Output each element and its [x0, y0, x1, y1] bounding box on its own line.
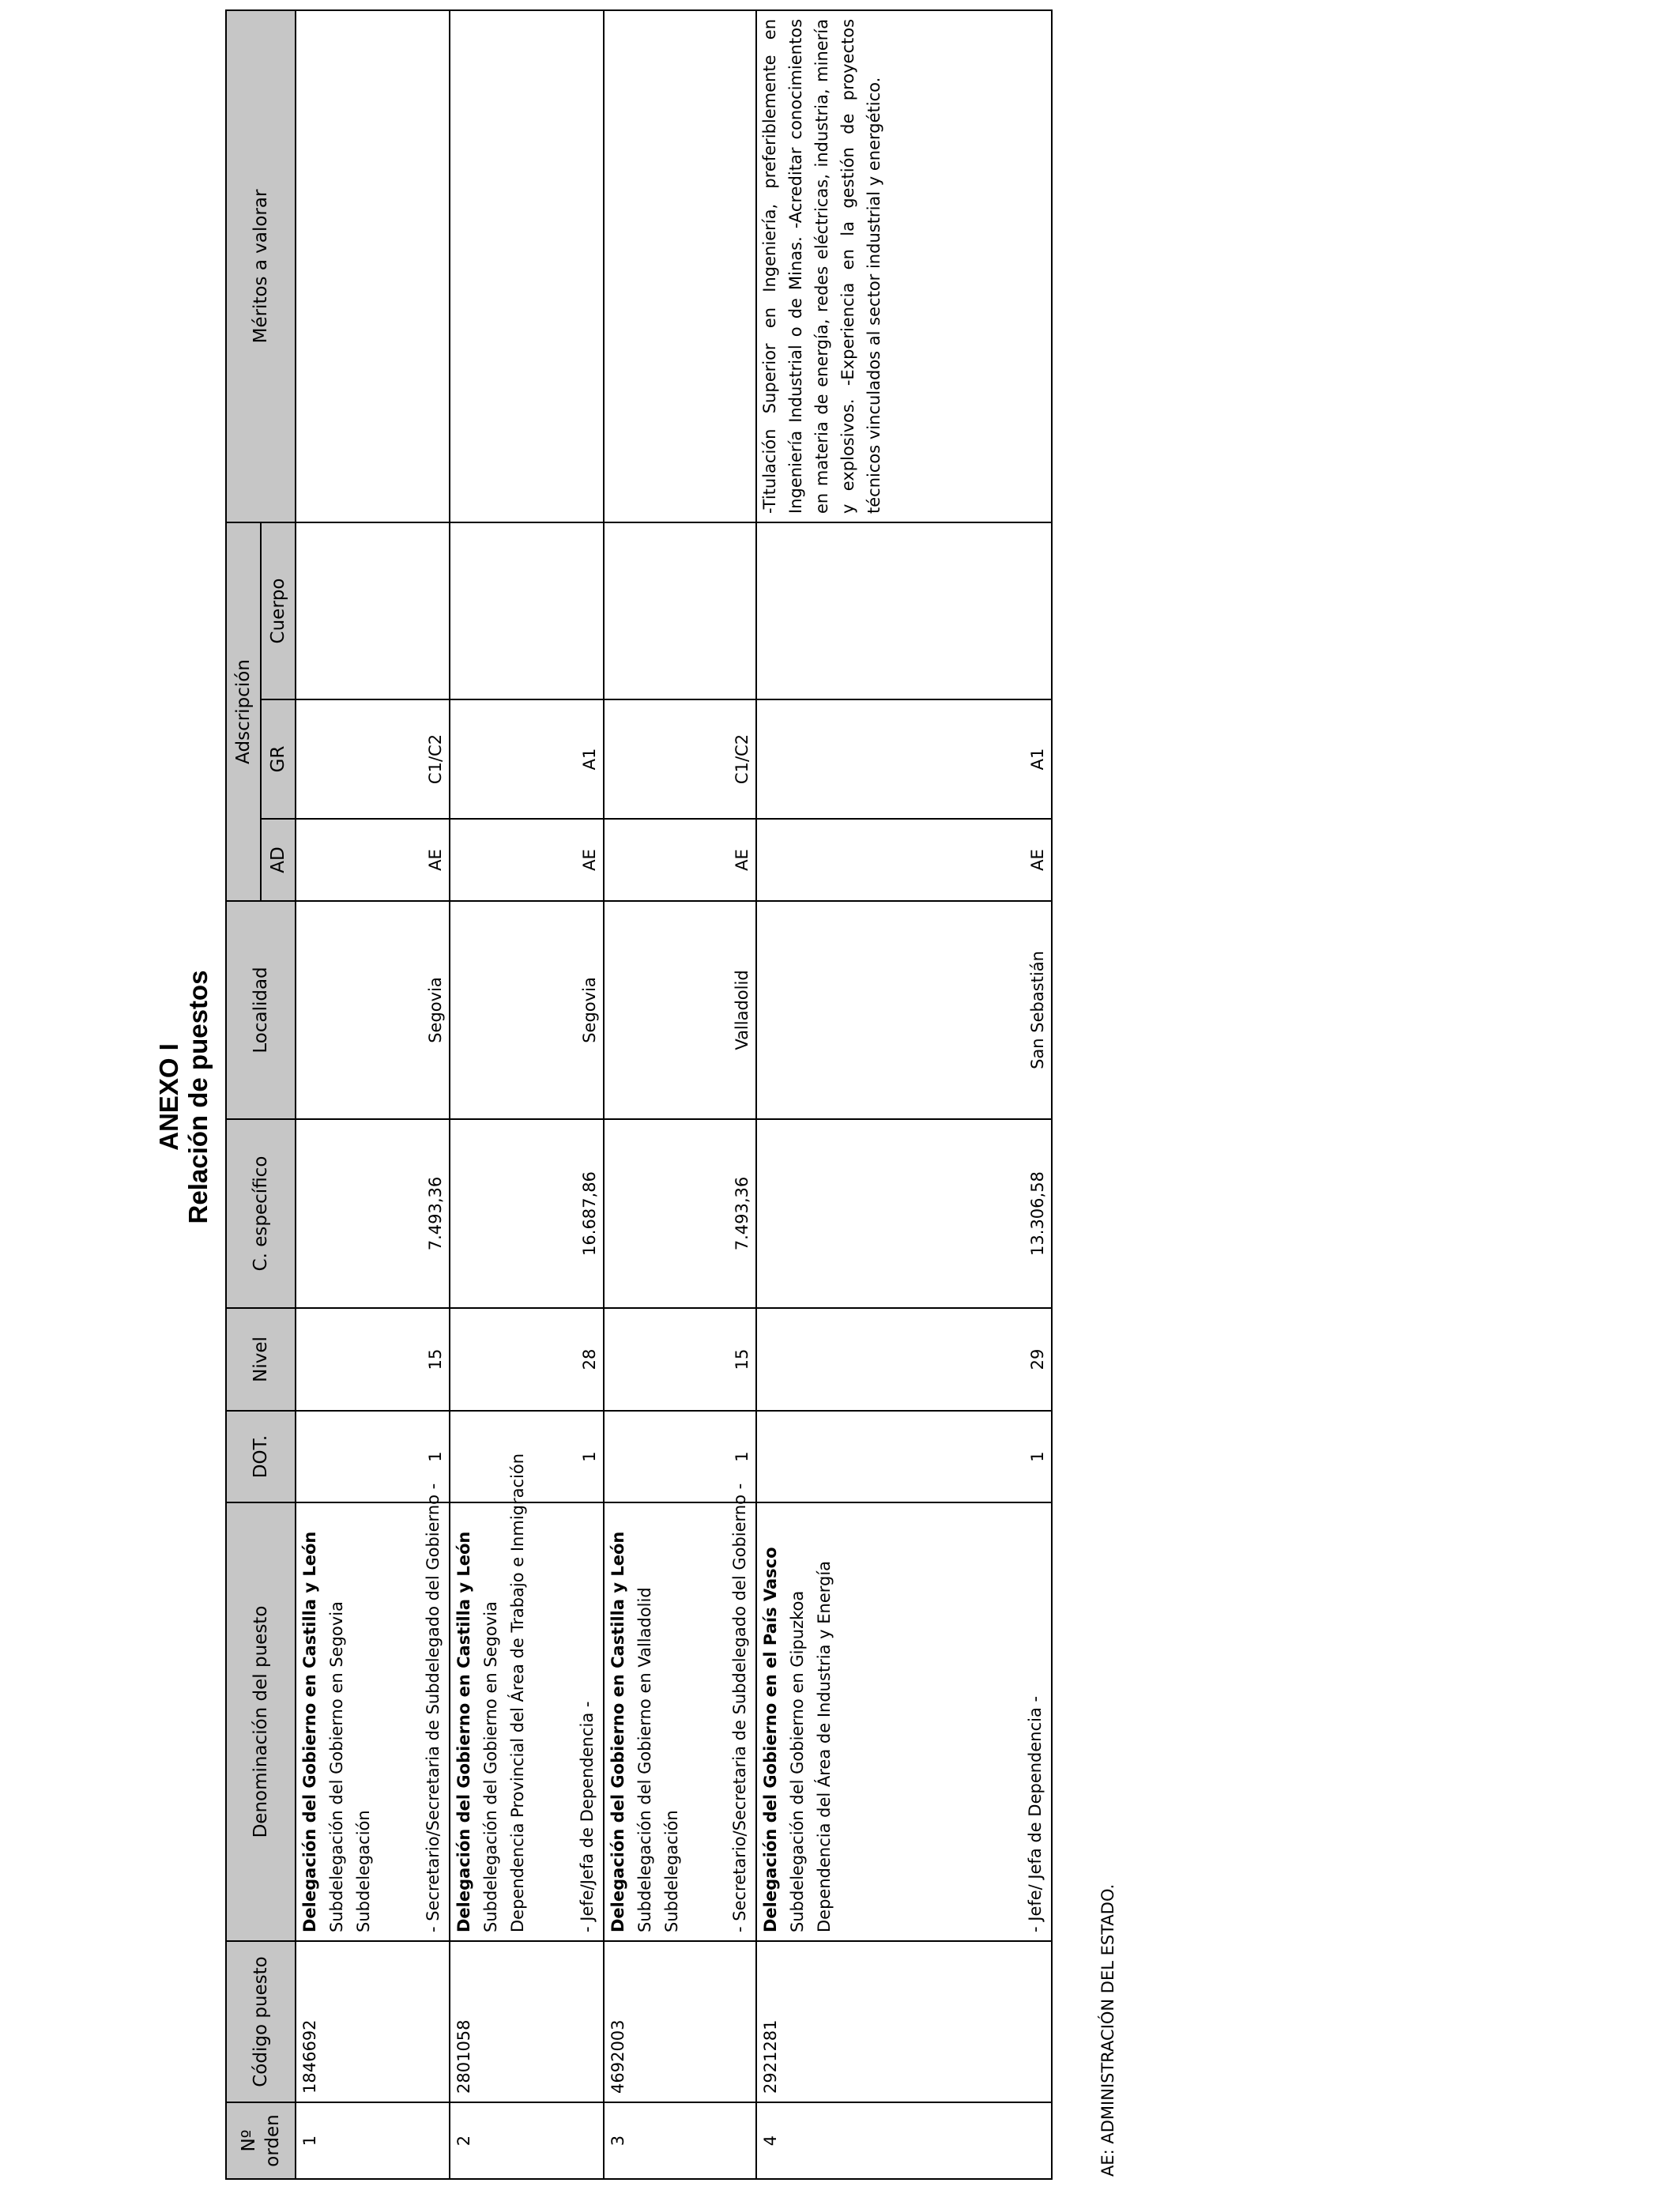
- cell-meritos: -Titulación Superior en Ingeniería, preferiblemente en Ingeniería Industrial o de Minas. -Acreditar conocimientos en materia de energía, redes eléctricas, industria, minería y explosivos. -Experiencia en la gestión de proyectos técnicos vinculados al sector industrial y energético.: [756, 10, 1052, 522]
- cell-ad: AE: [604, 819, 756, 901]
- cell-nivel: 28: [450, 1308, 604, 1411]
- subdelegacion-text: Subdelegación del Gobierno en Segovia: [481, 1601, 500, 1932]
- subdelegacion-text: Subdelegación del Gobierno en Gipuzkoa: [788, 1590, 807, 1932]
- header-localidad: Localidad: [226, 901, 296, 1119]
- cell-especifico: 7.493,36: [296, 1119, 450, 1308]
- table-row: [296, 10, 450, 2179]
- header-especifico: C. específico: [226, 1119, 296, 1308]
- cell-meritos: [604, 10, 756, 522]
- table-row: [604, 10, 756, 2179]
- subdelegacion-text: Subdelegación del Gobierno en Segovia: [327, 1601, 346, 1932]
- positions-table: [225, 9, 1053, 2180]
- puesto-text: - Secretario/Secretaria de Subdelegado del Gobierno -: [424, 1483, 443, 1932]
- cell-codigo: 4692003: [604, 1941, 756, 2102]
- delegacion-text: Delegación del Gobierno en Castilla y León: [454, 1531, 473, 1932]
- cell-orden: 2: [450, 2102, 604, 2179]
- cell-ad: AE: [296, 819, 450, 901]
- puesto-text: - Jefe/Jefa de Dependencia -: [578, 1701, 597, 1932]
- unidad-text: Dependencia del Área de Industria y Energía: [815, 1560, 834, 1932]
- cell-cuerpo: [604, 522, 756, 699]
- cell-dot: 1: [450, 1411, 604, 1502]
- table-row: [450, 10, 604, 2179]
- delegacion-text: Delegación del Gobierno en Castilla y León: [300, 1531, 319, 1932]
- cell-meritos: [296, 10, 450, 522]
- cell-gr: C1/C2: [296, 699, 450, 819]
- table-header-row: [226, 10, 261, 2179]
- cell-nivel: 29: [756, 1308, 1052, 1411]
- cell-especifico: 16.687,86: [450, 1119, 604, 1308]
- delegacion-text: Delegación del Gobierno en el País Vasco: [761, 1547, 780, 1932]
- unidad-text: Subdelegación: [662, 1810, 681, 1932]
- cell-denominacion: [450, 1453, 604, 1941]
- header-dot: DOT.: [226, 1411, 296, 1502]
- header-adscripcion: Adscripción: [226, 522, 261, 901]
- cell-nivel: 15: [604, 1308, 756, 1411]
- cell-denominacion: [296, 1483, 450, 1941]
- cell-gr: A1: [756, 699, 1052, 819]
- cell-codigo: 2921281: [756, 1941, 1052, 2102]
- puesto-text: - Secretario/Secretaria de Subdelegado del Gobierno -: [730, 1483, 749, 1932]
- cell-especifico: 7.493,36: [604, 1119, 756, 1308]
- cell-cuerpo: [296, 522, 450, 699]
- header-nivel: Nivel: [226, 1308, 296, 1411]
- cell-orden: 1: [296, 2102, 450, 2179]
- cell-localidad: San Sebastián: [756, 901, 1052, 1119]
- cell-denominacion: [756, 1502, 1052, 1941]
- puesto-text: - Jefe/ Jefa de Dependencia -: [1026, 1695, 1045, 1932]
- unidad-text: Subdelegación: [354, 1810, 373, 1932]
- document-title: ANEXO I: [154, 1043, 183, 1151]
- cell-localidad: Valladolid: [604, 901, 756, 1119]
- cell-especifico: 13.306,58: [756, 1119, 1052, 1308]
- cell-dot: 1: [756, 1411, 1052, 1502]
- delegacion-text: Delegación del Gobierno en Castilla y León: [608, 1531, 627, 1932]
- header-cuerpo: Cuerpo: [261, 522, 296, 699]
- header-meritos: Méritos a valorar: [226, 10, 296, 522]
- cell-denominacion: [604, 1483, 756, 1941]
- cell-gr: A1: [450, 699, 604, 819]
- subdelegacion-text: Subdelegación del Gobierno en Valladolid: [635, 1587, 654, 1932]
- cell-gr: C1/C2: [604, 699, 756, 819]
- table-row: [756, 10, 1052, 2179]
- cell-dot: 1: [296, 1411, 450, 1502]
- cell-codigo: 2801058: [450, 1941, 604, 2102]
- cell-orden: 3: [604, 2102, 756, 2179]
- header-orden: Nº orden: [226, 2102, 296, 2179]
- footnote: AE: ADMINISTRACIÓN DEL ESTADO.: [1098, 1883, 1117, 2177]
- header-denominacion: Denominación del puesto: [226, 1502, 296, 1941]
- cell-ad: AE: [756, 819, 1052, 901]
- cell-dot: 1: [604, 1411, 756, 1502]
- cell-cuerpo: [756, 522, 1052, 699]
- cell-orden: 4: [756, 2102, 1052, 2179]
- cell-ad: AE: [450, 819, 604, 901]
- cell-localidad: Segovia: [296, 901, 450, 1119]
- unidad-text: Dependencia Provincial del Área de Trabajo e Inmigración: [508, 1453, 527, 1932]
- cell-localidad: Segovia: [450, 901, 604, 1119]
- cell-nivel: 15: [296, 1308, 450, 1411]
- document-subtitle: Relación de puestos: [183, 970, 213, 1224]
- cell-meritos: [450, 10, 604, 522]
- header-gr: GR: [261, 699, 296, 819]
- header-codigo: Código puesto: [226, 1941, 296, 2102]
- cell-cuerpo: [450, 522, 604, 699]
- header-ad: AD: [261, 819, 296, 901]
- cell-codigo: 1846692: [296, 1941, 450, 2102]
